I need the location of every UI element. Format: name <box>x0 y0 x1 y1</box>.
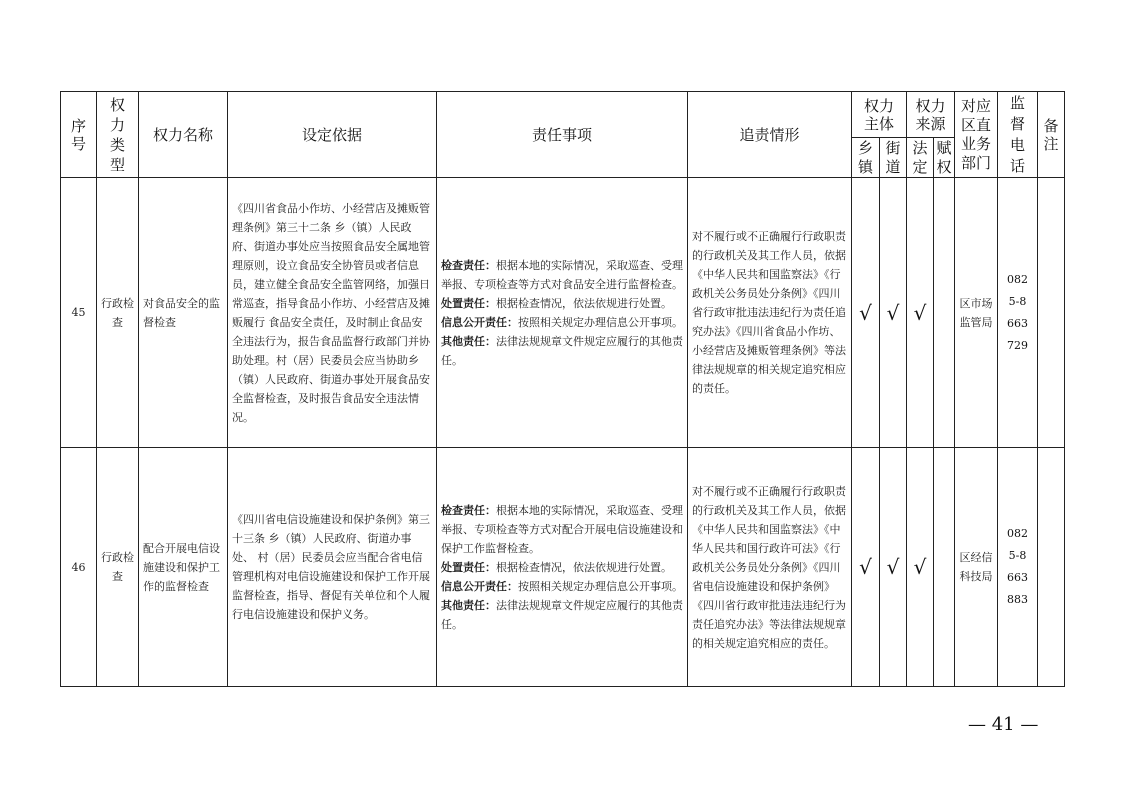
header-subject: 权力主体 <box>852 92 907 138</box>
header-source-granted: 赋权 <box>934 138 955 178</box>
row-dept: 区市场监管局 <box>955 178 998 448</box>
row-responsibility <box>437 178 688 448</box>
check-mark: √ <box>852 178 880 448</box>
header-subject-street: 街道 <box>880 138 907 178</box>
page-number: — 41 — <box>968 714 1039 735</box>
header-accountability: 追责情形 <box>688 92 852 178</box>
header-subject-town: 乡镇 <box>852 138 880 178</box>
header-seq: 序号 <box>61 92 97 178</box>
row-dept: 区经信科技局 <box>955 448 998 687</box>
resp-item: 信息公开责任：按照相关规定办理信息公开事项。 <box>441 579 683 593</box>
row-responsibility <box>437 448 688 687</box>
header-dept: 对应区直业务部门 <box>955 92 998 178</box>
check-mark: √ <box>880 178 907 448</box>
resp-item: 信息公开责任：按照相关规定办理信息公开事项。 <box>441 315 683 329</box>
resp-item: 其他责任：法律法规规章文件规定应履行的其他责任。 <box>441 334 683 367</box>
row-seq: 46 <box>61 448 97 687</box>
row-accountability: 对不履行或不正确履行行政职责的行政机关及其工作人员，依据《中华人民共和国监察法》《行政机关公务员处分条例》《四川省行政审批违法违纪行为责任追究办法》《四川省食品小作坊、小经营店及摊贩管理条例》等法律法规规章的相关规定追究相应的责任。 <box>688 178 852 448</box>
header-responsibility: 责任事项 <box>437 92 688 178</box>
resp-item: 检查责任：根据本地的实际情况，采取巡查、受理举报、专项检查等方式对配合开展电信设施建设和保护工作监督检查。 <box>441 503 683 555</box>
row-name: 配合开展电信设施建设和保护工作的监督检查 <box>139 448 228 687</box>
row-type: 行政检查 <box>97 178 139 448</box>
row-note <box>1038 448 1065 687</box>
resp-item: 其他责任：法律法规规章文件规定应履行的其他责任。 <box>441 598 683 631</box>
row-phone: 0825-8663729 <box>998 178 1038 448</box>
row-phone: 0825-8663883 <box>998 448 1038 687</box>
row-name: 对食品安全的监督检查 <box>139 178 228 448</box>
resp-item: 检查责任：根据本地的实际情况，采取巡查、受理举报、专项检查等方式对食品安全进行监督检查。 <box>441 258 683 291</box>
header-basis: 设定依据 <box>228 92 437 178</box>
table-row <box>61 178 1065 448</box>
row-basis: 《四川省电信设施建设和保护条例》第三十三条 乡（镇）人民政府、街道办事处、 村（居）民委员会应当配合省电信管理机构对电信设施建设和保护工作开展监督检查，指导、督促有关单位和个人履行电信设施建设和保护义务。 <box>228 448 437 687</box>
header-note: 备注 <box>1038 92 1065 178</box>
check-mark: √ <box>880 448 907 687</box>
header-source: 权力来源 <box>907 92 955 138</box>
row-seq: 45 <box>61 178 97 448</box>
header-name: 权力名称 <box>139 92 228 178</box>
header-source-legal: 法定 <box>907 138 934 178</box>
row-type: 行政检查 <box>97 448 139 687</box>
row-basis: 《四川省食品小作坊、小经营店及摊贩管理条例》第三十二条 乡（镇）人民政府、街道办事处应当按照食品安全属地管理原则，设立食品安全协管员或者信息员，建立健全食品安全监管网络，加强日常巡查，指导食品小作坊、小经营店及摊贩履行 食品安全责任，及时制止食品安全违法行为，报告食品监督行政部门并协助处理。村（居）民委员会应当协助乡（镇）人民政府、街道办事处开展食品安全监督检查，及时报告食品安全违法情况。 <box>228 178 437 448</box>
header-type: 权力类型 <box>97 92 139 178</box>
resp-item: 处置责任：根据检查情况，依法依规进行处置。 <box>441 296 672 310</box>
row-note <box>1038 178 1065 448</box>
power-list-table <box>60 91 1065 687</box>
table-row <box>61 448 1065 687</box>
check-mark: √ <box>907 448 934 687</box>
granted-cell <box>934 178 955 448</box>
row-accountability: 对不履行或不正确履行行政职责的行政机关及其工作人员，依据《中华人民共和国监察法》《中华人民共和国行政许可法》《行政机关公务员处分条例》《四川省电信设施建设和保护条例》《四川省行政审批违法违纪行为责任追究办法》等法律法规规章的相关规定追究相应的责任。 <box>688 448 852 687</box>
check-mark: √ <box>852 448 880 687</box>
check-mark: √ <box>907 178 934 448</box>
resp-item: 处置责任：根据检查情况，依法依规进行处置。 <box>441 560 672 574</box>
granted-cell <box>934 448 955 687</box>
header-phone: 监督电话 <box>998 92 1038 178</box>
